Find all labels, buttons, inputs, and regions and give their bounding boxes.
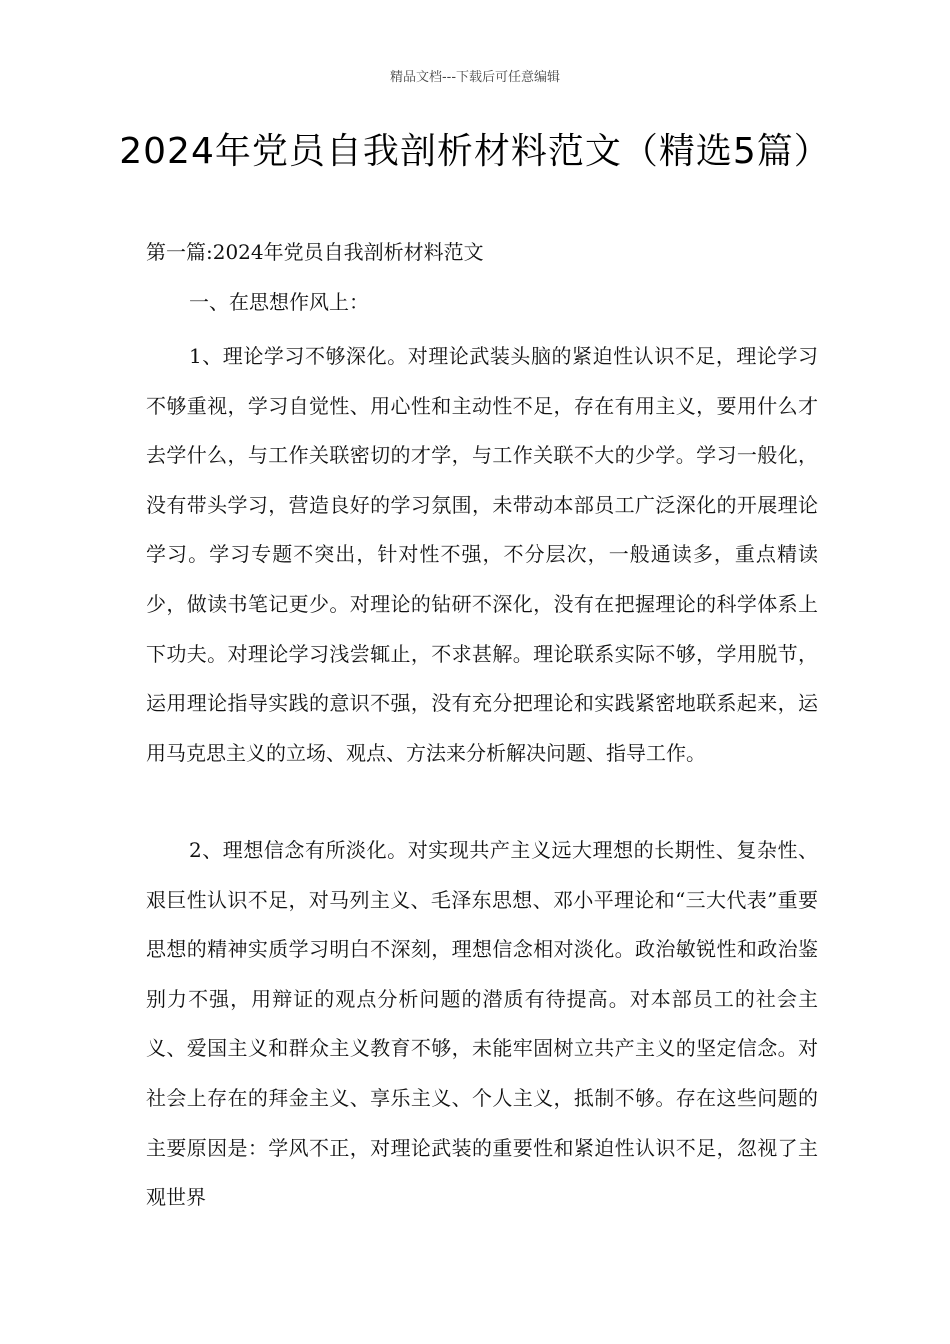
- paragraph-2: 2、理想信念有所淡化。对实现共产主义远大理想的长期性、复杂性、艰巨性认识不足，对马列主义、毛泽东思想、邓小平理论和“三大代表”重要思想的精神实质学习明白不深刻，理想信念相对淡化。政治敏锐性和政治鉴别力不强，用辩证的观点分析问题的潜质有待提高。对本部员工的社会主义、爱国主义和群众主义教育不够，未能牢固树立共产主义的坚定信念。对社会上存在的拜金主义、享乐主义、个人主义，抵制不够。存在这些问题的主要原因是：学风不正，对理论武装的重要性和紧迫性认识不足，忽视了主观世界: [146, 838, 818, 1210]
- page-header: 精品文档---下载后可任意编辑: [389, 70, 561, 85]
- subheading: 一、在思想作风上：: [189, 290, 369, 314]
- paragraph-1: 1、理论学习不够深化。对理论武装头脑的紧迫性认识不足，理论学习不够重视，学习自觉性、用心性和主动性不足，存在有用主义，要用什么才去学什么，与工作关联密切的才学，与工作关联不大的少学。学习一般化，没有带头学习，营造良好的学习氛围，未带动本部员工广泛深化的开展理论学习。学习专题不突出，针对性不强，不分层次，一般通读多，重点精读少，做读书笔记更少。对理论的钻研不深化，没有在把握理论的科学体系上下功夫。对理论学习浅尝辄止，不求甚解。理论联系实际不够，学用脱节，运用理论指导实践的意识不强，没有充分把理论和实践紧密地联系起来，运用马克思主义的立场、观点、方法来分析解决问题、指导工作。: [146, 344, 818, 765]
- document-title: 2024年党员自我剖析材料范文（精选5篇）: [119, 131, 831, 172]
- section-title: 第一篇:2024年党员自我剖析材料范文: [146, 240, 484, 264]
